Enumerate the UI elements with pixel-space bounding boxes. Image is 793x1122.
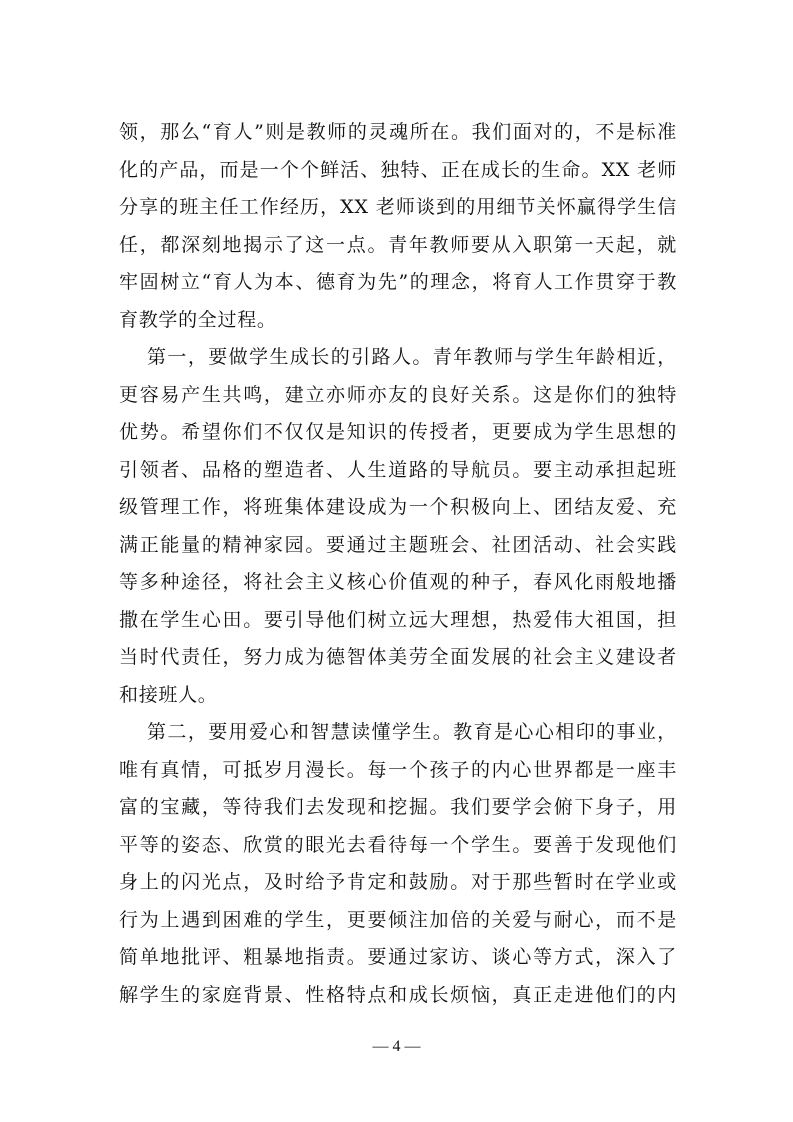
text-line: 第二，要用爱心和智慧读懂学生。教育是心心相印的事业， xyxy=(147,721,677,743)
text-line: 牢固树立“育人为本、德育为先”的理念，将育人工作贯穿于教 xyxy=(119,271,677,293)
text-line: 等多种途径，将社会主义核心价值观的种子，春风化雨般地播 xyxy=(119,571,677,593)
text-line: 育教学的全过程。 xyxy=(119,308,277,331)
text-line: 优势。希望你们不仅仅是知识的传授者，更要成为学生思想的 xyxy=(119,421,677,443)
text-line: 身上的闪光点，及时给予肯定和鼓励。对于那些暂时在学业或 xyxy=(119,871,677,893)
text-line: 级管理工作，将班集体建设成为一个积极向上、团结友爱、充 xyxy=(119,496,677,518)
text-line: 领，那么“育人”则是教师的灵魂所在。我们面对的，不是标准 xyxy=(119,121,677,143)
text-line: 行为上遇到困难的学生，更要倾注加倍的关爱与耐心，而不是 xyxy=(119,908,677,931)
paragraph xyxy=(119,114,677,339)
text-line: 当时代责任，努力成为德智体美劳全面发展的社会主义建设者 xyxy=(119,646,677,668)
text-line: 简单地批评、粗暴地指责。要通过家访、谈心等方式，深入了 xyxy=(119,946,677,968)
page-number: — 4 — xyxy=(372,1038,421,1055)
text-line: 解学生的家庭背景、性格特点和成长烦恼，真正走进他们的内 xyxy=(119,983,677,1006)
text-line: 富的宝藏，等待我们去发现和挖掘。我们要学会俯下身子，用 xyxy=(119,796,677,818)
text-line: 撒在学生心田。要引导他们树立远大理想，热爱伟大祖国，担 xyxy=(119,608,677,631)
text-line: 平等的姿态、欣赏的眼光去看待每一个学生。要善于发现他们 xyxy=(119,833,677,856)
paragraph xyxy=(119,714,677,1014)
text-line: 和接班人。 xyxy=(119,683,218,706)
text-line: 化的产品，而是一个个鲜活、独特、正在成长的生命。XX 老师 xyxy=(119,158,677,181)
text-line: 分享的班主任工作经历，XX 老师谈到的用细节关怀赢得学生信 xyxy=(119,196,677,218)
text-line: 满正能量的精神家园。要通过主题班会、社团活动、社会实践 xyxy=(119,533,677,556)
document-body xyxy=(119,114,677,1014)
text-line: 引领者、品格的塑造者、人生道路的导航员。要主动承担起班 xyxy=(119,458,677,481)
text-line: 任，都深刻地揭示了这一点。青年教师要从入职第一天起，就 xyxy=(119,233,677,256)
text-line: 第一，要做学生成长的引路人。青年教师与学生年龄相近， xyxy=(147,346,677,368)
paragraph xyxy=(119,339,677,714)
text-line: 更容易产生共鸣，建立亦师亦友的良好关系。这是你们的独特 xyxy=(119,383,677,406)
text-line: 唯有真情，可抵岁月漫长。每一个孩子的内心世界都是一座丰 xyxy=(119,758,677,781)
